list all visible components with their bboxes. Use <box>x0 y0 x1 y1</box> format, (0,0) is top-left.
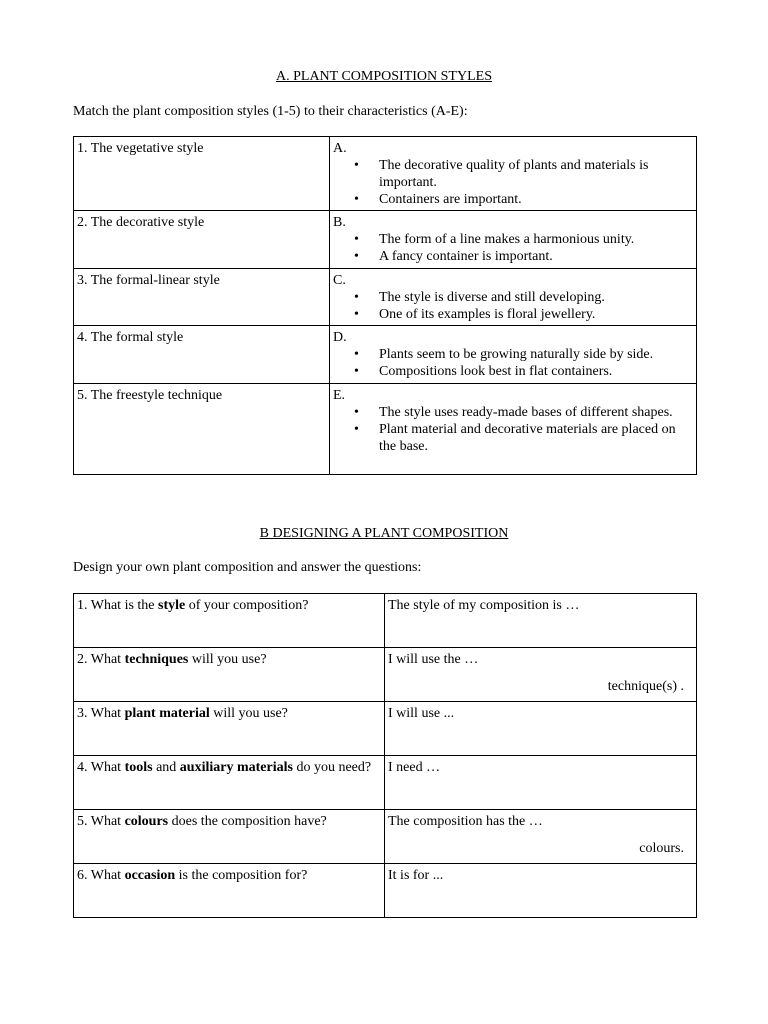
characteristics-list <box>333 289 693 323</box>
question-keyword: tools <box>124 760 153 775</box>
answer-prompt: The composition has the … <box>388 814 543 829</box>
characteristic-item: • The style is diverse and still developing. <box>379 289 693 306</box>
style-cell: 2. The decorative style <box>74 211 330 269</box>
question-cell <box>74 594 385 648</box>
question-text: will you use? <box>188 652 267 667</box>
answer-prompt: I will use ... <box>388 706 455 721</box>
questions-table-body <box>74 594 697 918</box>
table-row <box>74 648 697 702</box>
table-row <box>74 756 697 810</box>
option-letter: C. <box>333 273 346 288</box>
style-cell: 1. The vegetative style <box>74 137 330 211</box>
question-text: 2. What <box>77 652 125 667</box>
characteristic-item: • The decorative quality of plants and materials is important. <box>379 157 693 191</box>
option-letter: A. <box>333 141 347 156</box>
characteristic-item: • A fancy container is important. <box>379 248 693 265</box>
characteristics-list <box>333 404 693 455</box>
question-cell <box>74 648 385 702</box>
characteristic-item: • Plant material and decorative materials are placed on the base. <box>379 421 693 455</box>
option-letter: D. <box>333 330 347 345</box>
table-row <box>74 702 697 756</box>
question-text: 4. What <box>77 760 125 775</box>
characteristics-cell <box>330 384 697 475</box>
answer-prompt: The style of my composition is … <box>388 598 580 613</box>
characteristics-list <box>333 346 693 380</box>
characteristics-cell <box>330 211 697 269</box>
question-cell <box>74 864 385 918</box>
characteristic-item: • The style uses ready-made bases of different shapes. <box>379 404 693 421</box>
characteristics-cell <box>330 269 697 326</box>
answer-prompt: I will use the … <box>388 652 479 667</box>
characteristics-cell <box>330 137 697 211</box>
answer-trailing-text: colours. <box>639 841 684 856</box>
characteristic-item: • The form of a line makes a harmonious unity. <box>379 231 693 248</box>
question-text: 1. What is the <box>77 598 159 613</box>
answer-cell <box>385 756 697 810</box>
answer-cell <box>385 648 697 702</box>
characteristic-item: • Containers are important. <box>379 191 693 208</box>
style-cell: 4. The formal style <box>74 326 330 384</box>
answer-cell <box>385 864 697 918</box>
table-row <box>74 384 697 475</box>
answer-cell <box>385 702 697 756</box>
section-b-instruction: Design your own plant composition and answer the questions: <box>73 560 422 575</box>
question-keyword: occasion <box>124 868 176 883</box>
question-keyword: plant material <box>124 706 210 721</box>
question-text: 3. What <box>77 706 125 721</box>
questions-table <box>73 593 697 918</box>
characteristic-item: • Compositions look best in flat containers. <box>379 363 693 380</box>
characteristics-list <box>333 157 693 208</box>
question-text: 5. What <box>77 814 125 829</box>
question-keyword: colours <box>124 814 169 829</box>
answer-prompt: It is for ... <box>388 868 444 883</box>
section-b-title: B DESIGNING A PLANT COMPOSITION <box>259 526 509 541</box>
question-keyword: style <box>158 598 186 613</box>
table-row <box>74 864 697 918</box>
question-text: will you use? <box>209 706 288 721</box>
question-text: 6. What <box>77 868 125 883</box>
characteristic-item: • Plants seem to be growing naturally side by side. <box>379 346 693 363</box>
question-cell <box>74 810 385 864</box>
style-cell: 5. The freestyle technique <box>74 384 330 475</box>
style-cell: 3. The formal-linear style <box>74 269 330 326</box>
question-text: is the composition for? <box>175 868 308 883</box>
section-a-instruction: Match the plant composition styles (1-5) to their characteristics (A-E): <box>73 104 468 119</box>
matching-table <box>73 136 697 475</box>
question-text: do you need? <box>292 760 372 775</box>
table-row <box>74 211 697 269</box>
table-row <box>74 326 697 384</box>
section-a-title: A. PLANT COMPOSITION STYLES <box>276 69 492 84</box>
matching-table-body <box>74 137 697 475</box>
answer-cell <box>385 594 697 648</box>
table-row <box>74 810 697 864</box>
option-letter: E. <box>333 388 346 403</box>
answer-cell <box>385 810 697 864</box>
question-cell <box>74 702 385 756</box>
question-keyword: techniques <box>124 652 189 667</box>
characteristic-item: • One of its examples is floral jewellery. <box>379 306 693 323</box>
question-text: and <box>152 760 180 775</box>
option-letter: B. <box>333 215 346 230</box>
answer-trailing-text: technique(s) . <box>607 679 684 694</box>
characteristics-list <box>333 231 693 265</box>
characteristics-cell <box>330 326 697 384</box>
answer-prompt: I need … <box>388 760 441 775</box>
table-row <box>74 137 697 211</box>
question-cell <box>74 756 385 810</box>
table-row <box>74 594 697 648</box>
question-keyword: auxiliary materials <box>179 760 293 775</box>
question-text: of your composition? <box>185 598 309 613</box>
table-row <box>74 269 697 326</box>
question-text: does the composition have? <box>168 814 327 829</box>
